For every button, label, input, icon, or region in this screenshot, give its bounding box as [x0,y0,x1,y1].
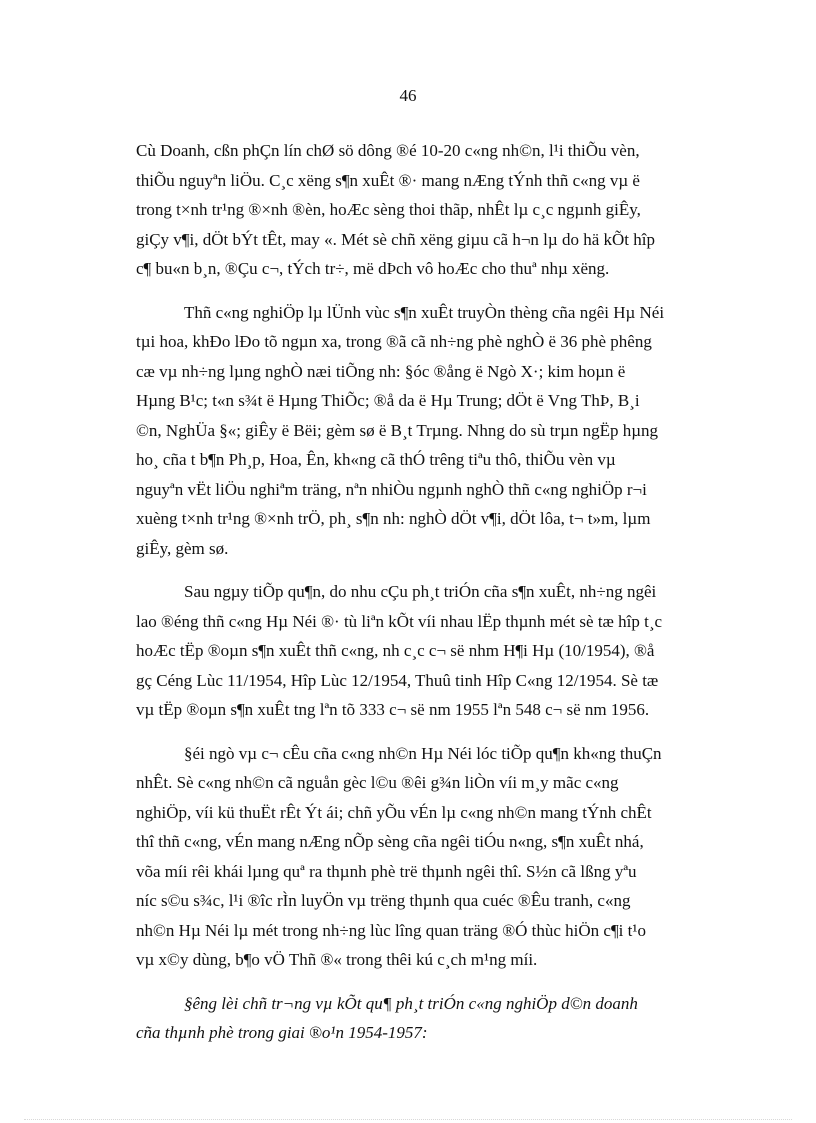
italic-paragraph [136,989,736,1048]
paragraph-line: Hµng B¹c; t«n s¾t ë Hµng ThiÕc; ®å da ë Hµ Trung; dÖt ë Vng ThÞ, B¸i [136,391,640,410]
page-number: 46 [399,86,417,105]
paragraph-line: Sau ngµy tiÕp qu¶n, do nhu cÇu ph¸t triÓn cña s¶n xuÊt, nh÷ng ngêi [184,582,657,601]
paragraph-line: võa míi rêi khái lµng quª ra thµnh phè trë thµnh ngêi thî. S½n cã lßng yªu [136,861,637,881]
paragraph-line: cæ vµ nh÷ng lµng nghÒ næi tiÕng nh: §óc ®ång ë Ngò X·; kim hoµn ë [136,361,626,381]
paragraph-line: §éi ngò vµ c¬ cÊu cña c«ng nh©n Hµ Néi lóc tiÕp qu¶n kh«ng thuÇn [184,743,662,763]
paragraph-line: hoÆc tËp ®oµn s¶n xuÊt thñ c«ng, nh c¸c c¬ së nhm H¶i Hµ (10/1954), ®å [136,641,655,660]
paragraph-line: nghiÖp, víi kü thuËt rÊt Ýt ái; chñ yÕu vÉn lµ c«ng nh©n mang tÝnh chÊt [136,802,652,822]
paragraph-line: Thñ c«ng nghiÖp lµ lÜnh vùc s¶n xuÊt truyÒn thèng cña ngêi Hµ Néi [184,302,665,322]
paragraph-line: giÊy, gèm sø. [136,538,229,558]
paragraph [136,577,736,725]
paragraph-line: trong t×nh tr¹ng ®×nh ®èn, hoÆc sèng thoi thãp, nhÊt lµ c¸c ngµnh giÊy, [136,200,641,219]
paragraph-line: nhÊt. Sè c«ng nh©n cã nguån gèc l©u ®êi g¾n liÒn víi m¸y mãc c«ng [136,773,619,792]
page-bottom-rule [24,1119,792,1120]
paragraph-line: vµ x©y dùng, b¶o vÖ Thñ ®« trong thêi kú c¸ch m¹ng míi. [136,950,538,969]
paragraph-line: níc s©u s¾c, l¹i ®îc rÌn luyÖn vµ trëng thµnh qua cuéc ®Êu tranh, c«ng [136,891,631,910]
paragraph-line: gç Céng Lùc 11/1954, Hîp Lùc 12/1954, Thuû tinh Hîp C«ng 12/1954. Sè tæ [136,670,659,690]
paragraph-line: nh©n Hµ Néi lµ mét trong nh÷ng lùc lîng quan träng ®Ó thùc hiÖn c¶i t¹o [136,920,646,940]
paragraph-line: lao ®éng thñ c«ng Hµ Néi ®· tù liªn kÕt víi nhau lËp thµnh mét sè tæ hîp t¸c [136,611,663,631]
paragraph [136,298,736,564]
paragraph-line: §êng lèi chñ tr¬ng vµ kÕt qu¶ ph¸t triÓn c«ng nghiÖp d©n doanh [184,993,638,1013]
paragraph [136,739,736,975]
paragraph-line: ho¸ cña t b¶n Ph¸p, Hoa, Ên, kh«ng cã thÓ trêng tiªu thô, thiÕu vèn vµ [136,450,616,469]
paragraph-line: vµ tËp ®oµn s¶n xuÊt tng lªn tõ 333 c¬ së nm 1955 lªn 548 c¬ së nm 1956. [136,700,650,719]
paragraph [136,136,736,284]
paragraph-line: cña thµnh phè trong giai ®o¹n 1954-1957: [136,1023,428,1042]
paragraph-line: ©n, NghÜa §«; giÊy ë Bëi; gèm sø ë B¸t Trµng. Nhng do sù trµn ngËp hµng [136,420,659,440]
body-text [136,136,736,1062]
paragraph-line: Cù Doanh, cßn phÇn lín chØ sö dông ®é 10-20 c«ng nh©n, l¹i thiÕu vèn, [136,141,640,160]
paragraph-line: nguyªn vËt liÖu nghiªm träng, nªn nhiÒu ngµnh nghÒ thñ c«ng nghiÖp r¬i [136,479,647,499]
paragraph-line: tµi hoa, khÐo lÐo tõ ngµn xa, trong ®ã cã nh÷ng phè nghÒ ë 36 phè phêng [136,332,652,351]
paragraph-line: giÇy v¶i, dÖt bÝt tÊt, may «. Mét sè chñ xëng giµu cã h¬n lµ do hä kÕt hîp [136,229,655,249]
paragraph-line: thî thñ c«ng, vÉn mang nÆng nÕp sèng cña ngêi tiÓu n«ng, s¶n xuÊt nhá, [136,832,644,851]
paragraph-line: thiÕu nguyªn liÖu. C¸c xëng s¶n xuÊt ®· mang nÆng tÝnh thñ c«ng vµ ë [136,170,640,190]
paragraph-line: c¶ bu«n b¸n, ®Çu c¬, tÝch tr÷, më dÞch vô hoÆc cho thuª nhµ xëng. [136,259,610,278]
paragraph-line: xuèng t×nh tr¹ng ®×nh trÖ, ph¸ s¶n nh: nghÒ dÖt v¶i, dÖt lôa, t¬ t»m, lµm [136,509,651,528]
